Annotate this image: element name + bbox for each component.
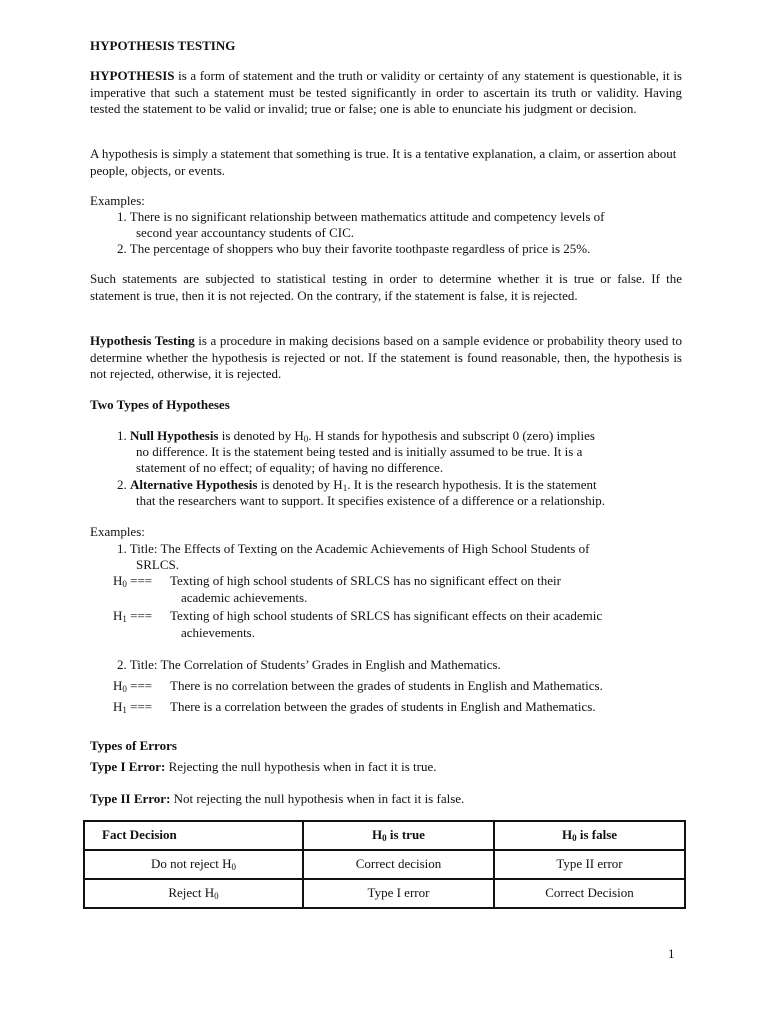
table-header-h0-true: $H_0$ is true (303, 821, 494, 850)
ex1-h1-row: $H_1$ === Texting of high school students of SRLCS has significant effects on their academic (113, 608, 603, 624)
type2-error: Type II Error: Not rejecting the null hypothesis when in fact it is false. (90, 791, 465, 806)
table-cell: Type I error (303, 879, 494, 908)
null-hypothesis-line2: no difference. It is the statement being tested and is initially assumed to be true. It is a (136, 444, 583, 459)
example2-title-1: 1. Title: The Effects of Texting on the Academic Achievements of High School Students of (117, 541, 590, 556)
alternative-hypothesis-item: 2. Alternative Hypothesis is denoted by $H_1$. It is the research hypothesis. It is the statement (117, 477, 597, 493)
example2-title-1-cont: SRLCS. (136, 557, 179, 572)
null-hypothesis-item: 1. Null Hypothesis is denoted by $H_0$. H stands for hypothesis and subscript 0 (zero) implies (117, 428, 595, 444)
alternative-hypothesis-line2: that the researchers want to support. It specifies existence of a difference or a relationship. (136, 493, 606, 508)
hypothesis-testing-paragraph: Hypothesis Testing is a procedure in making decisions based on a sample evidence or probability theory used to determine whether the hypothesis is rejected or not. If the statement is found reasonable, then, the hypothesis is not rejected, otherwise, it is rejected. (90, 333, 682, 381)
ex1-h0-row: $H_0$ === Texting of high school students of SRLCS has no significant effect on their (113, 573, 561, 589)
example1-item-2: 2. The percentage of shoppers who buy their favorite toothpaste regardless of price is 25%. (117, 241, 591, 256)
page-number: 1 (668, 946, 675, 961)
example1-item-1-cont: second year accountancy students of CIC. (136, 225, 355, 240)
ex2-h0-label: $H_0$ === (113, 678, 153, 694)
table-cell: Correct Decision (494, 879, 685, 908)
example1-item-1: 1. There is no significant relationship between mathematics attitude and competency levels of (117, 209, 605, 224)
testing-paragraph: Such statements are subjected to statistical testing in order to determine whether it is true or false. If the statement is true, then it is not rejected. On the contrary, if the statement is false, it is rejected. (90, 271, 682, 303)
document-title: HYPOTHESIS TESTING (90, 38, 236, 53)
type1-error: Type I Error: Rejecting the null hypothesis when in fact it is true. (90, 759, 437, 774)
hypothesis-testing-term: Hypothesis Testing (90, 333, 195, 348)
table-row-label: Do not reject $H_0$ (84, 850, 303, 879)
table-cell: Type II error (494, 850, 685, 879)
table-row (84, 879, 685, 908)
ex2-h1-row: $H_1$ === There is a correlation between the grades of students in English and Mathematics. (113, 699, 596, 715)
definition-paragraph: A hypothesis is simply a statement that something is true. It is a tentative explanation, a claim, or assertion about people, objects, or events. (90, 146, 677, 178)
errors-heading: Types of Errors (90, 738, 177, 753)
decision-table (83, 820, 686, 909)
ex1-h0-cont: academic achievements. (181, 590, 308, 605)
null-hypothesis-line3: statement of no effect; of equality; of having no difference. (136, 460, 444, 475)
table-row-label: Reject $H_0$ (84, 879, 303, 908)
table-header-h0-false: $H_0$ is false (494, 821, 685, 850)
ex2-h1-label: $H_1$ === (113, 699, 153, 715)
ex1-h0-label: $H_0$ === (113, 573, 153, 589)
types-heading: Two Types of Hypotheses (90, 397, 230, 412)
ex1-h1-label: $H_1$ === (113, 608, 153, 624)
table-cell: Correct decision (303, 850, 494, 879)
table-corner-cell: Fact Decision (84, 821, 303, 850)
examples2-label: Examples: (90, 524, 145, 539)
intro-text: is a form of statement and the truth or validity or certainty of any statement is questionable, it is imperative that such a statement must be tested significantly in order to ascertain its truth or validity. Having tested the statement to be valid or invalid; true or false; one is able to enunciate his judgment or decision. (90, 68, 682, 116)
ex2-h0-row: $H_0$ === There is no correlation between the grades of students in English and Mathematics. (113, 678, 603, 694)
table-header-row (84, 821, 685, 850)
intro-term: HYPOTHESIS (90, 68, 175, 83)
table-row (84, 850, 685, 879)
examples1-label: Examples: (90, 193, 145, 208)
example2-title-2: 2. Title: The Correlation of Students’ Grades in English and Mathematics. (117, 657, 501, 672)
ex1-h1-cont: achievements. (181, 625, 255, 640)
intro-paragraph (90, 68, 682, 118)
